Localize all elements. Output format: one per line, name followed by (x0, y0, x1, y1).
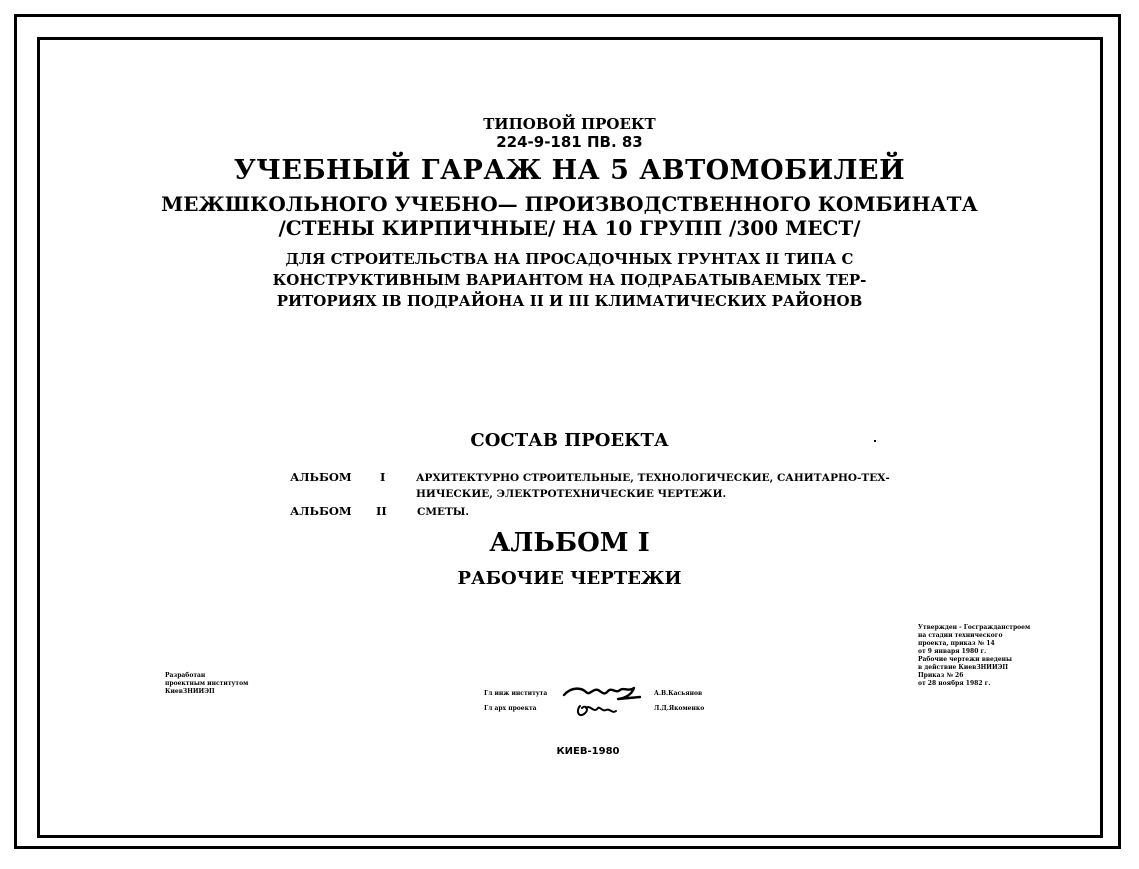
album-1-number: I (380, 470, 386, 484)
developer-note (165, 672, 248, 696)
approval-line-7: Приказ № 26 (918, 672, 964, 679)
approval-line-2: на стадии технического (918, 632, 1003, 639)
approval-line-1: Утвержден - Госгражданстроем (918, 624, 1031, 631)
album-1-label: АЛЬБОМ (290, 470, 352, 484)
page-title: УЧЕБНЫЙ ГАРАЖ НА 5 АВТОМОБИЛЕЙ (233, 155, 906, 186)
project-type-label: ТИПОВОЙ ПРОЕКТ (483, 115, 656, 133)
album-2-label: АЛЬБОМ (290, 504, 352, 518)
signature-role-1: Гл инж института (484, 690, 548, 697)
place-year: КИЕВ-1980 (556, 746, 620, 757)
approval-line-5: Рабочие чертежи введены (918, 656, 1013, 663)
project-code: 224-9-181 ПВ. 83 (496, 133, 643, 151)
developer-line-2: проектным институтом (165, 680, 249, 687)
subtitle-line-2: /СТЕНЫ КИРПИЧНЫЕ/ НА 10 ГРУПП /300 МЕСТ/ (278, 216, 861, 240)
signature-name-1: А.В.Касьянов (654, 690, 703, 697)
album-1-text-line-2: НИЧЕСКИЕ, ЭЛЕКТРОТЕХНИЧЕСКИЕ ЧЕРТЕЖИ. (416, 488, 727, 500)
album-1-text-line-1: АРХИТЕКТУРНО СТРОИТЕЛЬНЫЕ, ТЕХНОЛОГИЧЕСКИЕ, САНИТАРНО-ТЕХ- (416, 472, 890, 484)
approval-line-4: от 9 января 1980 г. (918, 648, 987, 655)
subtitle-line-1: МЕЖШКОЛЬНОГО УЧЕБНО— ПРОИЗВОДСТВЕННОГО КОМБИНАТА (161, 192, 978, 216)
description-line-3: РИТОРИЯХ IВ ПОДРАЙОНА II И III КЛИМАТИЧЕСКИХ РАЙОНОВ (276, 292, 863, 310)
developer-line-3: КиевЗНИИЭП (165, 688, 215, 695)
speck (874, 440, 876, 442)
signature-name-2: Л.Д.Якоменко (654, 705, 705, 712)
approval-line-8: от 28 ноября 1982 г. (918, 680, 991, 687)
description-line-2: КОНСТРУКТИВНЫМ ВАРИАНТОМ НА ПОДРАБАТЫВАЕМЫХ ТЕР- (272, 271, 867, 289)
handwritten-signatures (560, 680, 650, 722)
album-2-text-line-1: СМЕТЫ. (417, 506, 470, 518)
approval-line-6: в действие КиевЗНИИЭП (918, 664, 1009, 671)
album-2-number: II (376, 504, 387, 518)
signature-role-2: Гл арх проекта (484, 705, 537, 712)
album-subtitle: РАБОЧИЕ ЧЕРТЕЖИ (457, 568, 682, 589)
composition-heading: СОСТАВ ПРОЕКТА (470, 430, 669, 451)
description-line-1: ДЛЯ СТРОИТЕЛЬСТВА НА ПРОСАДОЧНЫХ ГРУНТАХ II ТИПА С (285, 250, 854, 268)
approval-note (918, 624, 1030, 688)
approval-line-3: проекта, приказ № 14 (918, 640, 995, 647)
album-title: АЛЬБОМ I (489, 528, 650, 558)
developer-line-1: Разработан (165, 672, 206, 679)
